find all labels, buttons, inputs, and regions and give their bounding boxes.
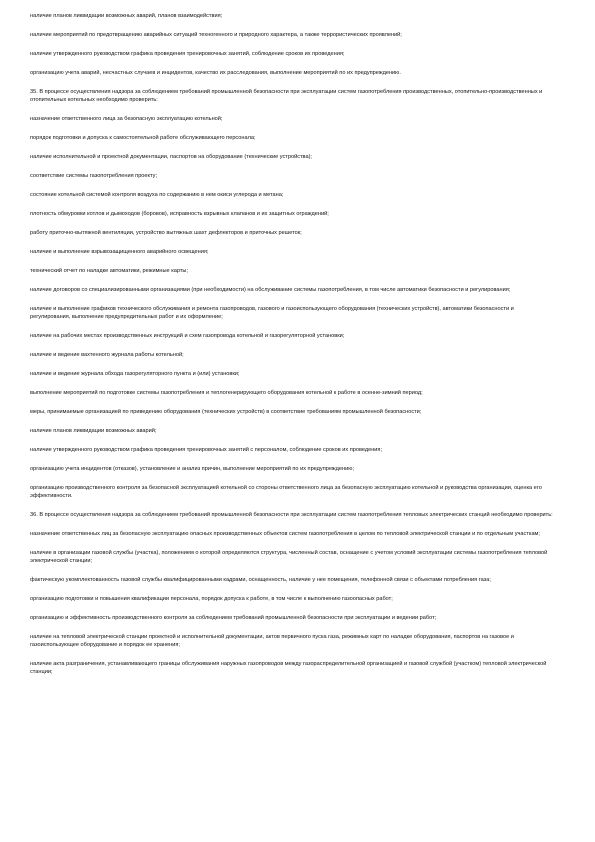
paragraph: наличие в организации газовой службы (участка), положением о которой определяются структура, численный состав, оснащение с учетом условий эксплуатации системы газопотребления тепловой электрической станции; — [30, 550, 548, 564]
paragraph: наличие утвержденного руководством графика проведения тренировочных занятий с персоналом, соблюдение сроков их проведения; — [30, 447, 383, 453]
paragraph: организацию учета аварий, несчастных случаев и инцидентов, качество их расследования, выполнение мероприятий по их предупреждению. — [30, 70, 401, 76]
paragraph: порядок подготовки и допуска к самостоятельной работе обслуживающего персонала; — [30, 135, 256, 141]
paragraph: наличие и выполнение графиков технического обслуживания и ремонта газопроводов, газового и газоиспользующего оборудования (технических устройств), автоматики безопасности и регулирования, выполнение предупредительных работ и их оформление; — [30, 306, 514, 320]
paragraph: наличие и ведение вахтенного журнала работы котельной; — [30, 352, 184, 358]
paragraph: организацию подготовки и повышения квалификации персонала, порядок допуска к работе, в том числе к выполнению газоопасных работ; — [30, 596, 393, 602]
section-heading-36: 36. В процессе осуществления надзора за соблюдением требований промышленной безопасности при эксплуатации систем газопотребления тепловых электрических станций необходимо проверить: — [30, 512, 553, 518]
paragraph: назначение ответственных лиц за безопасную эксплуатацию опасных производственных объектов систем газопотребления в целом по тепловой электрической станции и по отдельным участкам; — [30, 531, 540, 537]
paragraph: меры, принимаемые организацией по приведению оборудования (технических устройств) в соответствие требованиям промышленной безопасности; — [30, 409, 422, 415]
paragraph: наличие утвержденного руководством графика проведения тренировочных занятий, соблюдение сроков их проведения; — [30, 51, 345, 57]
paragraph: организацию и эффективность производственного контроля за соблюдением требований промышленной безопасности при эксплуатации и ведении работ; — [30, 615, 437, 621]
paragraph: технический отчет по наладке автоматики, режимные карты; — [30, 268, 189, 274]
paragraph: наличие и ведение журнала обхода газорегуляторного пункта и (или) установки; — [30, 371, 240, 377]
paragraph: фактическую укомплектованность газовой службы квалифицированными кадрами, оснащенность, наличие у нее помещения, телефонной связи с объектами потребления газа; — [30, 577, 491, 583]
paragraph: наличие на тепловой электрической станции проектной и исполнительной документации, актов первичного пуска газа, режимных карт по наладке оборудования, паспортов на газовое и газоиспользующее оборудование и порядок ее хранения; — [30, 634, 514, 648]
paragraph: наличие договоров со специализированными организациями (при необходимости) на обслуживание системы газопотребления, в том числе автоматики безопасности и регулирования; — [30, 287, 511, 293]
paragraph: наличие исполнительной и проектной документации, паспортов на оборудование (технические устройства); — [30, 154, 312, 160]
paragraph: наличие планов ликвидации возможных аварий; — [30, 428, 157, 434]
paragraph: соответствие системы газопотребления проекту; — [30, 173, 158, 179]
paragraph: наличие акта разграничения, устанавливающего границы обслуживания наружных газопроводов между газораспределительной организацией и газовой службой (участком) тепловой электрической станции; — [30, 661, 547, 675]
paragraph: организацию производственного контроля за безопасной эксплуатацией котельной со стороны ответственного лица за безопасную эксплуатацию котельной и руководства организации, оценка его эффективности. — [30, 485, 542, 499]
section-heading-35: 35. В процессе осуществления надзора за соблюдением требований промышленной безопасности при эксплуатации систем газопотребления производственных, отопительно-производственных и отопительных котельных необходимо проверить: — [30, 89, 543, 103]
paragraph: наличие планов ликвидации возможных аварий, планов взаимодействия; — [30, 13, 223, 19]
paragraph: состояние котельной системой контроля воздуха по содержанию в нем окиси углерода и метана; — [30, 192, 284, 198]
paragraph: наличие и выполнение взрывозащищенного аварийного освещения; — [30, 249, 209, 255]
paragraph: выполнение мероприятий по подготовке системы газопотребления и теплогенерирующего оборудования котельной к работе в осенне-зимний период; — [30, 390, 423, 396]
paragraph: наличие на рабочих местах производственных инструкций и схем газопровода котельной и газорегуляторной установки; — [30, 333, 345, 339]
paragraph: работу приточно-вытяжной вентиляции, устройство вытяжных шахт дефлекторов и приточных решеток; — [30, 230, 302, 236]
paragraph: назначение ответственного лица за безопасную эксплуатацию котельной; — [30, 116, 223, 122]
paragraph: плотность обмуровки котлов и дымоходов (боровов), исправность взрывных клапанов и их защитных ограждений; — [30, 211, 329, 217]
paragraph: наличие мероприятий по предотвращению аварийных ситуаций техногенного и природного характера, а также террористических проявлений; — [30, 32, 402, 38]
paragraph: организацию учета инцидентов (отказов), установление и анализ причин, выполнение мероприятий по их предупреждению; — [30, 466, 354, 472]
